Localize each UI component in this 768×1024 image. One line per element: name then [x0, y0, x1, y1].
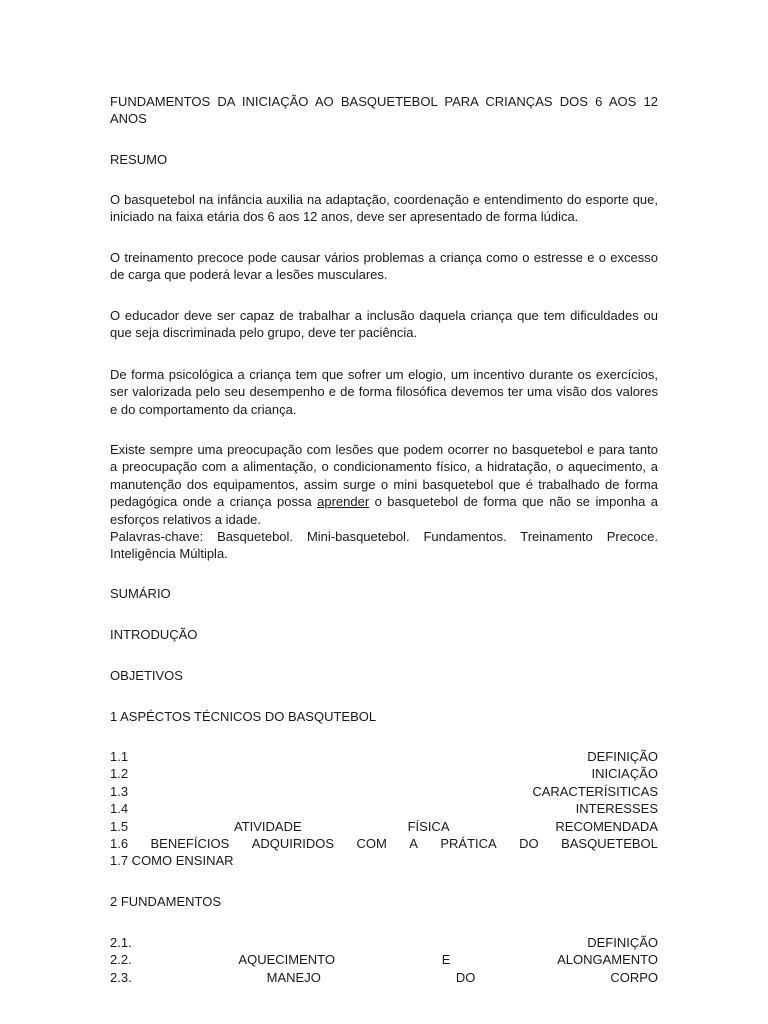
- paragraph-1: O basquetebol na infância auxilia na adaptação, coordenação e entendimento do esporte que, iniciado na faixa etária dos 6 aos 12 anos, deve ser apresentado de forma lúdica.: [110, 192, 658, 225]
- toc-row-last: 1.7 COMO ENSINAR: [110, 853, 234, 869]
- toc-cell: BASQUETEBOL: [561, 835, 658, 851]
- toc-cell: A: [409, 835, 418, 851]
- section-1-heading: 1 ASPÉCTOS TÉCNICOS DO BASQUTEBOL: [110, 709, 377, 724]
- objetivos-heading: OBJETIVOS: [110, 668, 183, 683]
- toc-row: [110, 783, 658, 800]
- toc-cell: INICIAÇÃO: [591, 766, 658, 782]
- toc-cell: BENEFÍCIOS: [150, 835, 230, 851]
- toc-row: [110, 969, 658, 986]
- toc-cell: E: [441, 952, 451, 968]
- toc-cell: DO: [455, 969, 476, 985]
- toc-cell: ALONGAMENTO: [557, 952, 658, 968]
- introducao-heading: INTRODUÇÃO: [110, 627, 198, 642]
- toc-cell: ATIVIDADE: [234, 818, 302, 834]
- toc-row: [110, 748, 658, 765]
- toc-cell: DEFINIÇÃO: [587, 749, 658, 764]
- paragraph-5: [110, 441, 658, 563]
- paragraph-3: O educador deve ser capaz de trabalhar a inclusão daquela criança que tem dificuldades ou que seja discriminada pelo grupo, deve ter paciência.: [110, 308, 658, 341]
- toc-row: [110, 835, 658, 852]
- toc-row: [110, 800, 658, 817]
- toc-section-1: [110, 748, 658, 870]
- toc-cell: 1.6: [110, 835, 129, 851]
- section-2-heading: 2 FUNDAMENTOS: [110, 894, 221, 909]
- paragraph-4: De forma psicológica a criança tem que sofrer um elogio, um incentivo durante os exercícios, ser valorizada pelo seu desempenho e de forma filosófica devemos ter uma visão dos valores e do comportamento da criança.: [110, 367, 658, 417]
- toc-cell: 1.4: [110, 801, 129, 817]
- toc-cell: 2.3.: [110, 969, 132, 985]
- sumario-heading: SUMÁRIO: [110, 586, 171, 601]
- toc-row: [110, 951, 658, 968]
- resumo-heading: RESUMO: [110, 152, 168, 167]
- aprender-link[interactable]: aprender: [317, 494, 370, 510]
- toc-section-2: [110, 934, 658, 986]
- toc-cell: AQUECIMENTO: [238, 952, 335, 968]
- paragraph-5-text-a: Existe sempre uma preocupação com lesões que podem ocorrer no basquetebol e para tanto a preocupação com a alimentação, o condicionamento físico, a hidratação, o aquecimento, a manutenção dos equipamentos, assim surge o mini basquetebol que é trabalhado de forma pedagógica onde a criança possa: [110, 442, 658, 510]
- toc-cell: INTERESSES: [575, 801, 658, 817]
- toc-row: [110, 765, 658, 782]
- toc-cell: CORPO: [610, 969, 658, 985]
- toc-cell: RECOMENDADA: [555, 818, 658, 834]
- toc-cell: 1.1: [110, 749, 129, 764]
- toc-cell: 2.1.: [110, 935, 132, 950]
- toc-cell: DO: [519, 835, 539, 851]
- toc-cell: 1.3: [110, 783, 129, 799]
- toc-cell: DEFINIÇÃO: [587, 935, 658, 950]
- toc-row: [110, 934, 658, 951]
- toc-cell: 2.2.: [110, 952, 132, 968]
- toc-cell: CARACTERÍSITICAS: [532, 783, 658, 799]
- document-title: FUNDAMENTOS DA INICIAÇÃO AO BASQUETEBOL PARA CRIANÇAS DOS 6 AOS 12 ANOS: [110, 94, 658, 127]
- toc-row: [110, 818, 658, 835]
- paragraph-5-text-b: o basquetebol de forma que não se imponha a esforços relativos a idade.: [110, 494, 658, 527]
- toc-cell: 1.2: [110, 766, 129, 782]
- keywords: Palavras-chave: Basquetebol. Mini-basquetebol. Fundamentos. Treinamento Precoce. Inteligência Múltipla.: [110, 529, 658, 562]
- toc-cell: PRÁTICA: [440, 835, 497, 851]
- toc-cell: ADQUIRIDOS: [251, 835, 335, 851]
- toc-cell: MANEJO: [266, 969, 321, 985]
- toc-cell: 1.5: [110, 818, 129, 834]
- toc-cell: COM: [356, 835, 387, 851]
- toc-cell: FÍSICA: [407, 818, 450, 834]
- paragraph-2: O treinamento precoce pode causar vários problemas a criança como o estresse e o excesso de carga que poderá levar a lesões musculares.: [110, 250, 658, 283]
